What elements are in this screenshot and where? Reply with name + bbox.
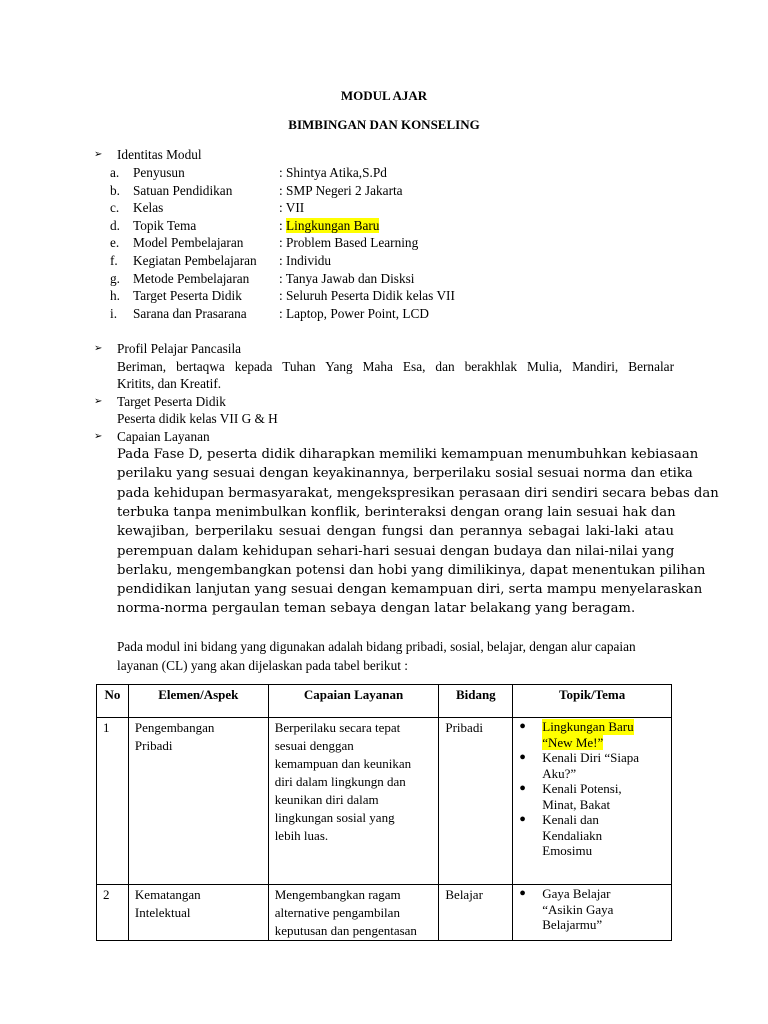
identitas-item-value: : Laptop, Power Point, LCD (279, 306, 429, 321)
identitas-item-letter: h. (110, 288, 120, 303)
profil-text-line: Beriman, bertaqwa kepada Tuhan Yang Maha Esa, dan berakhlak Mulia, Mandiri, Bernalar (117, 359, 674, 374)
capaian-text-line: perempuan dalam kehidupan sehari-hari sesuai dengan budaya dan nilai-nilai yang (117, 544, 675, 559)
identitas-item-letter: e. (110, 235, 120, 250)
table-header: Bidang (439, 685, 513, 718)
disc-bullet-icon: ● (519, 751, 526, 763)
identitas-item-label: Metode Pembelajaran (133, 271, 250, 286)
intro-text-line: Pada modul ini bidang yang digunakan adalah bidang pribadi, sosial, belajar, dengan alur capaian (117, 639, 636, 654)
arrowhead-icon: ➢ (94, 149, 103, 160)
topik-text-line: Belajarmu” (542, 917, 603, 932)
cell-text: Pribadi (445, 720, 483, 735)
topik-text-line: Kendaliakn (542, 827, 603, 843)
identitas-item-label: Target Peserta Didik (133, 288, 242, 303)
capaian-text-line: terbuka tanpa menimbulkan konflik, berinteraksi dengan orang lain sesuai hak dan (117, 505, 676, 520)
topik-list-item (517, 781, 671, 812)
cell-text-line: Kematangan (134, 887, 201, 902)
capaian-text-line: pendidikan lanjutan yang sesuai dengan kemampuan diri, serta mampu menyelaraskan (117, 582, 703, 597)
cell-text-line: Pengembangan (134, 720, 215, 735)
topik-list-item (517, 886, 671, 933)
identitas-item-label: Kegiatan Pembelajaran (133, 253, 257, 268)
identitas-item-letter: c. (110, 200, 120, 215)
section-heading-identitas: Identitas Modul (117, 147, 202, 162)
topik-text-line: “Asikin Gaya (542, 901, 614, 917)
identitas-item-label: Satuan Pendidikan (133, 183, 233, 198)
cell-text-line: Pribadi (134, 738, 173, 753)
cell-text-line: lingkungan sosial yang (274, 810, 395, 825)
capaian-text-line: pada kehidupan bermasyarakat, mengekspresikan perasaan diri sendiri secara bebas dan (117, 486, 719, 501)
disc-bullet-icon: ● (519, 782, 526, 794)
capaian-table (96, 684, 672, 941)
identitas-item-label: Kelas (133, 200, 164, 215)
topik-text-line: Emosimu (542, 843, 593, 858)
topik-text-line: Minat, Bakat (542, 796, 611, 812)
topik-list-item (517, 750, 671, 781)
identitas-item-letter: a. (110, 165, 120, 180)
identitas-item-value: : SMP Negeri 2 Jakarta (279, 183, 403, 198)
table-header: No (97, 685, 129, 718)
capaian-text-line: norma-norma pergaulan teman sebaya dengan latar belakang yang beragam. (117, 601, 636, 616)
table-cell-no (97, 885, 129, 941)
identitas-item-value: : Shintya Atika,S.Pd (279, 165, 387, 180)
intro-text-line: layanan (CL) yang akan dijelaskan pada tabel berikut : (117, 658, 408, 673)
identitas-item-value: : Problem Based Learning (279, 235, 419, 250)
cell-text-line: keunikan diri dalam (274, 792, 379, 807)
profil-text-line: Kritits, dan Kreatif. (117, 376, 222, 391)
table-cell-capaian (268, 885, 439, 941)
identitas-item-label: Penyusun (133, 165, 185, 180)
table-cell-topik (513, 885, 672, 941)
document-title: MODUL AJAR (340, 88, 428, 103)
table-cell-bidang (439, 885, 513, 941)
cell-text: Belajar (445, 887, 483, 902)
table-cell-capaian (268, 718, 439, 885)
cell-text-line: keputusan dan pengentasan (274, 923, 417, 938)
table-header: Elemen/Aspek (128, 685, 268, 718)
target-text: Peserta didik kelas VII G & H (117, 411, 278, 426)
cell-text-line: Berperilaku secara tepat (274, 720, 401, 735)
identitas-item-label: Topik Tema (133, 218, 197, 233)
identitas-item-label: Model Pembelajaran (133, 235, 244, 250)
identitas-item-value: : Tanya Jawab dan Disksi (279, 271, 415, 286)
disc-bullet-icon: ● (519, 720, 526, 732)
topik-text-line: Lingkungan Baru (542, 719, 634, 734)
cell-text-line: Mengembangkan ragam (274, 887, 401, 902)
document-subtitle: BIMBINGAN DAN KONSELING (288, 117, 480, 132)
cell-text-line: sesuai denggan (274, 738, 354, 753)
identitas-item-value: : Seluruh Peserta Didik kelas VII (279, 288, 455, 303)
identitas-item-letter: b. (110, 183, 120, 198)
capaian-text-line: kewajiban, berperilaku sesuai dengan fungsi dan perannya sebagai laki-laki atau (117, 524, 674, 539)
identitas-item-letter: g. (110, 271, 120, 286)
table-cell-elemen (128, 885, 268, 941)
section-heading-target: Target Peserta Didik (117, 394, 226, 409)
topik-text-line: Kenali Potensi, (542, 781, 622, 796)
cell-text-line: lebih luas. (274, 828, 329, 843)
arrowhead-icon: ➢ (94, 343, 103, 354)
table-cell-topik (513, 718, 672, 885)
highlighted-topic: Lingkungan Baru (286, 218, 380, 233)
topik-text-line: “New Me!” (542, 734, 604, 750)
topik-list-item (517, 719, 671, 750)
cell-text-line: alternative pengambilan (274, 905, 400, 920)
capaian-text-line: Pada Fase D, peserta didik diharapkan memiliki kemampuan menumbuhkan kebiasaan (117, 447, 699, 462)
topik-text-line: Kenali Diri “Siapa (542, 750, 639, 765)
cell-text-line: kemampuan dan keunikan (274, 756, 412, 771)
section-heading-capaian: Capaian Layanan (117, 429, 210, 444)
identitas-item-value: : Individu (279, 253, 332, 268)
disc-bullet-icon: ● (519, 887, 526, 899)
identitas-item-label: Sarana dan Prasarana (133, 306, 247, 321)
cell-text: 1 (103, 720, 110, 735)
cell-text-line: Intelektual (134, 905, 191, 920)
table-cell-bidang (439, 718, 513, 885)
table-row (97, 885, 672, 941)
topik-text-line: Kenali dan (542, 812, 599, 827)
disc-bullet-icon: ● (519, 813, 526, 825)
topik-list-item (517, 812, 671, 859)
section-heading-profil: Profil Pelajar Pancasila (117, 341, 242, 356)
identitas-item-letter: d. (110, 218, 120, 233)
cell-text-line: diri dalam lingkungn dan (274, 774, 406, 789)
table-cell-elemen (128, 718, 268, 885)
identitas-item-value-prefix: : (279, 218, 287, 233)
table-row (97, 718, 672, 885)
topik-list (513, 719, 671, 859)
identitas-item-value (279, 217, 379, 234)
topik-text-line: Aku?” (542, 765, 577, 781)
identitas-item-letter: i. (110, 306, 118, 321)
capaian-text-line: perilaku yang sesuai dengan keyakinannya, berperilaku sosial sesuai norma dan etika (117, 466, 693, 481)
topik-text-line: Gaya Belajar (542, 886, 611, 901)
arrowhead-icon: ➢ (94, 396, 103, 407)
identitas-item-letter: f. (110, 253, 118, 268)
capaian-text-line: berlaku, mengembangkan potensi dan hobi yang dimilikinya, dapat menentukan pilihan (117, 563, 706, 578)
table-header: Topik/Tema (513, 685, 672, 718)
topik-list (513, 886, 671, 933)
table-header: Capaian Layanan (268, 685, 439, 718)
table-cell-no (97, 718, 129, 885)
arrowhead-icon: ➢ (94, 431, 103, 442)
identitas-item-value: : VII (279, 200, 305, 215)
cell-text: 2 (103, 887, 110, 902)
